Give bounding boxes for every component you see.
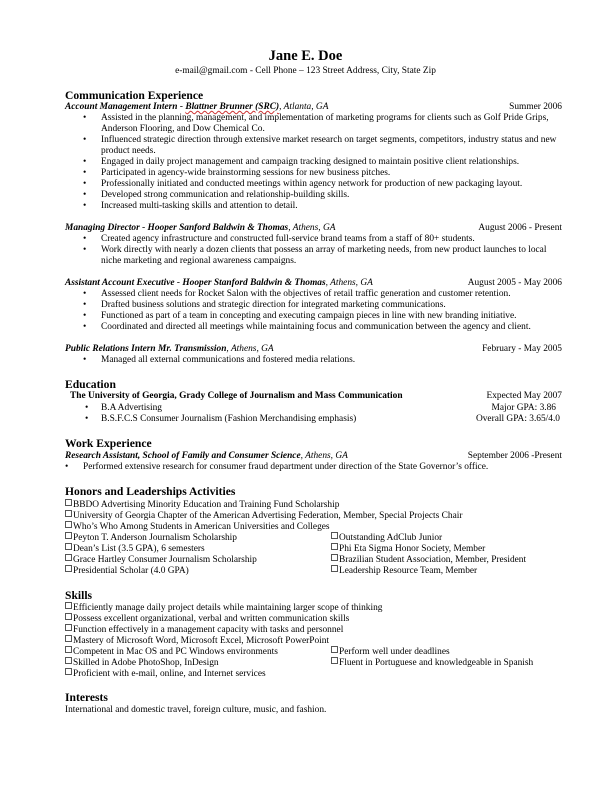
- job-title: Assistant Account Executive - Hooper Stanford Baldwin & Thomas: [65, 278, 326, 288]
- bullet-item: • Managed all external communications and fostered media relations.: [83, 355, 568, 366]
- section-heading-honors: Honors and Leaderships Activities: [65, 485, 236, 498]
- job-location: , Atlanta, GA: [279, 102, 329, 112]
- job-title: Research Assistant, School of Family and Consumer Science: [65, 451, 301, 461]
- honor-item: Brazilian Student Association, Member, President: [331, 554, 526, 566]
- skill-item: Mastery of Microsoft Word, Microsoft Excel, Microsoft PowerPoint: [65, 635, 329, 647]
- job-bullets: [83, 289, 568, 333]
- section-heading-education: Education: [65, 378, 116, 391]
- degree-consumer-journalism: B.S.F.C.S Consumer Journalism (Fashion Merchandising emphasis): [101, 414, 357, 424]
- honor-item: Grace Hartley Consumer Journalism Scholarship: [65, 554, 257, 566]
- honor-item: Leadership Resource Team, Member: [331, 565, 477, 577]
- checkbox-icon: [331, 565, 338, 572]
- education-school-row: [70, 391, 562, 402]
- bullet-item: • Created agency infrastructure and constructed full-service brand teams from a staff of 80+ students.: [83, 234, 568, 245]
- bullet-item: • Increased multi-tasking skills and attention to detail.: [83, 201, 568, 212]
- bullet-item: • Performed extensive research for consumer fraud department under direction of the State Governor’s office.: [65, 462, 550, 473]
- job-row: [65, 223, 562, 234]
- checkbox-icon: [65, 613, 72, 620]
- skill-item: Possess excellent organizational, verbal and written communication skills: [65, 613, 349, 625]
- degree-row: • B.A Advertising Major GPA: 3.86: [85, 403, 556, 413]
- checkbox-icon: [331, 532, 338, 539]
- section-heading-skills: Skills: [65, 589, 93, 602]
- checkbox-icon: [65, 657, 72, 664]
- honor-item: BBDO Advertising Minority Education and Training Fund Scholarship: [65, 499, 339, 511]
- skill-item: Proficient with e-mail, online, and Internet services: [65, 668, 266, 680]
- job-row: [65, 344, 562, 355]
- checkbox-icon: [65, 532, 72, 539]
- job-bullets: [83, 355, 568, 366]
- checkbox-icon: [65, 635, 72, 642]
- checkbox-icon: [65, 668, 72, 675]
- degree-row: • B.S.F.C.S Consumer Journalism (Fashion Merchandising emphasis) Overall GPA: 3.65/4.0: [85, 414, 560, 424]
- job-row: [65, 278, 562, 289]
- checkbox-icon: [65, 602, 72, 609]
- checkbox-icon: [331, 554, 338, 561]
- section-heading-interests: Interests: [65, 691, 108, 704]
- honor-item: Outstanding AdClub Junior: [331, 532, 442, 544]
- job-date: September 2006 -Present: [467, 451, 562, 461]
- job-location: , Athens, GA: [325, 278, 373, 288]
- checkbox-icon: [331, 543, 338, 550]
- section-heading-communication: Communication Experience: [65, 89, 204, 102]
- bullet-item: • Participated in agency-wide brainstorming sessions for new business pitches.: [83, 168, 568, 179]
- bullet-item: • Professionally initiated and conducted meetings within agency network for production of new packaging layout.: [83, 179, 568, 190]
- job-location: , Athens, GA: [288, 223, 336, 233]
- skill-item: Competent in Mac OS and PC Windows environments: [65, 646, 278, 658]
- job-bullets: [83, 113, 568, 212]
- skill-item: Skilled in Adobe PhotoShop, InDesign: [65, 657, 219, 669]
- bullet-item: • Drafted business solutions and strategic direction for integrated marketing communications.: [83, 300, 568, 311]
- school-name: The University of Georgia, Grady College of Journalism and Mass Communication: [70, 391, 403, 401]
- job-bullets: [83, 234, 568, 267]
- skill-item: Fluent in Portuguese and knowledgeable in Spanish: [331, 657, 533, 669]
- resume-name: Jane E. Doe: [268, 48, 343, 64]
- checkbox-icon: [65, 646, 72, 653]
- job-date: August 2005 - May 2006: [467, 278, 562, 288]
- job-location: , Athens, GA: [300, 451, 348, 461]
- checkbox-icon: [65, 554, 72, 561]
- bullet-item: • Functioned as part of a team in concepting and executing campaign pieces in line with new branding initiative.: [83, 311, 568, 322]
- job-company: Blattner Brunner (SRC): [185, 102, 280, 112]
- checkbox-icon: [65, 521, 72, 528]
- bullet-item: • Influenced strategic direction through extensive market research on target segments, competitors, industry status and new product needs.: [83, 135, 568, 157]
- skill-item: Function effectively in a management capacity with tasks and personnel: [65, 624, 343, 636]
- skill-item: Perform well under deadlines: [331, 646, 450, 658]
- contact-line: e-mail@gmail.com - Cell Phone – 123 Street Address, City, State Zip: [175, 66, 436, 76]
- skill-item: Efficiently manage daily project details while maintaining larger scope of thinking: [65, 602, 382, 614]
- bullet-item: • Work directly with nearly a dozen clients that possess an array of marketing needs, from new product launches to local niche marketing and regional awareness campaigns.: [83, 245, 568, 267]
- job-row: [65, 451, 562, 462]
- honor-item: Phi Eta Sigma Honor Society, Member: [331, 543, 485, 555]
- job-title: Public Relations Intern Mr. Transmission: [65, 344, 227, 354]
- job-title: Managing Director - Hooper Sanford Baldwin & Thomas: [65, 223, 289, 233]
- honor-item: Dean’s List (3.5 GPA), 6 semesters: [65, 543, 205, 555]
- job-bullets: [65, 462, 550, 473]
- checkbox-icon: [65, 499, 72, 506]
- honor-item: Presidential Scholar (4.0 GPA): [65, 565, 189, 577]
- job-location: , Athens, GA: [226, 344, 274, 354]
- checkbox-icon: [331, 646, 338, 653]
- degree-advertising: B.A Advertising: [101, 403, 162, 413]
- job-date: August 2006 - Present: [478, 223, 562, 233]
- interests-text: International and domestic travel, foreign culture, music, and fashion.: [65, 705, 327, 715]
- checkbox-icon: [65, 510, 72, 517]
- checkbox-icon: [65, 565, 72, 572]
- honor-item: Who’s Who Among Students in American Universities and Colleges: [65, 521, 330, 533]
- checkbox-icon: [331, 657, 338, 664]
- section-heading-work: Work Experience: [65, 437, 152, 450]
- honor-item: Peyton T. Anderson Journalism Scholarship: [65, 532, 237, 544]
- bullet-item: • Coordinated and directed all meetings while maintaining focus and communication between the agency and client.: [83, 322, 568, 333]
- checkbox-icon: [65, 624, 72, 631]
- overall-gpa: Overall GPA: 3.65/4.0: [475, 414, 560, 424]
- bullet-item: • Developed strong communication and relationship-building skills.: [83, 190, 568, 201]
- major-gpa: Major GPA: 3.86: [491, 403, 556, 413]
- bullet-item: • Assessed client needs for Rocket Salon with the objectives of retail traffic generation and customer retention.: [83, 289, 568, 300]
- job-date: February - May 2005: [482, 344, 562, 354]
- honor-item: University of Georgia Chapter of the American Advertising Federation, Member, Special Projects Chair: [65, 510, 462, 522]
- job-row: [65, 102, 562, 113]
- bullet-item: • Assisted in the planning, management, and implementation of marketing programs for clients such as Golf Pride Grips, Anderson Flooring, and Dow Chemical Co.: [83, 113, 568, 135]
- expected-graduation: Expected May 2007: [486, 391, 562, 401]
- bullet-item: • Engaged in daily project management and campaign tracking designed to maintain positive client relationships.: [83, 157, 568, 168]
- job-date: Summer 2006: [509, 102, 562, 112]
- job-title: Account Management Intern -: [65, 102, 186, 112]
- checkbox-icon: [65, 543, 72, 550]
